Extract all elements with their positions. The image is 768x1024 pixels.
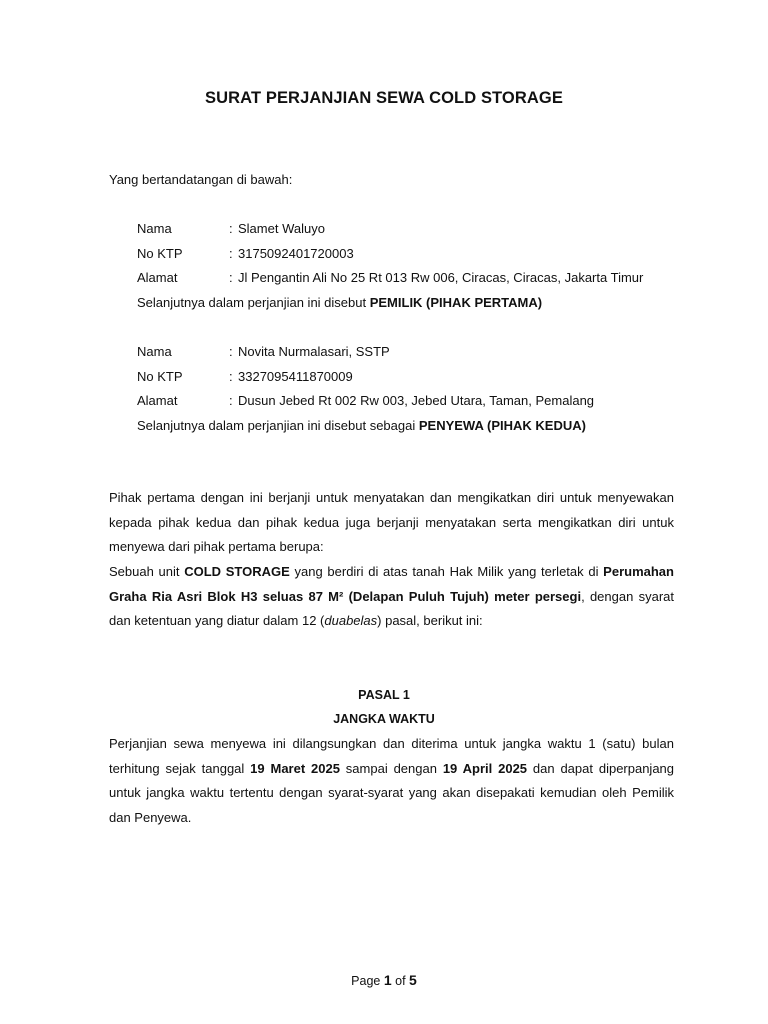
end-date: 19 April 2025 (442, 760, 528, 776)
note-role: PENYEWA (PIHAK KEDUA) (418, 417, 586, 433)
colon: : (229, 270, 233, 285)
address-label: Alamat (137, 270, 178, 285)
text-run: yang berdiri di atas tanah Hak Milik yang terletak di (289, 564, 604, 579)
text-run: ) pasal, berikut ini: (377, 613, 483, 628)
text-run: , dengan syarat dan ketentuan yang diatur dalam 12 ( (109, 588, 674, 628)
pasal-heading: PASAL 1 (358, 688, 410, 702)
document-title: SURAT PERJANJIAN SEWA COLD STORAGE (205, 89, 563, 107)
term-paragraph (109, 732, 674, 830)
address-label: Alamat (137, 393, 178, 408)
ktp-value: 3175092401720003 (238, 245, 354, 261)
article-count-words: duabelas (324, 613, 378, 628)
name-label: Nama (137, 221, 172, 236)
text-run: dan dapat diperpanjang untuk jangka waktu tertentu dengan syarat-syarat yang akan disepakati kemudian oleh Pemilik dan Penyewa. (109, 760, 675, 825)
object-name: COLD STORAGE (184, 564, 290, 579)
address-value: Dusun Jebed Rt 002 Rw 003, Jebed Utara, Taman, Pemalang (238, 393, 595, 408)
colon: : (229, 221, 233, 236)
name-label: Nama (137, 344, 172, 359)
page-word: Page (351, 974, 381, 988)
property-paragraph (109, 560, 674, 634)
note-prefix: Selanjutnya dalam perjanjian ini disebut (137, 294, 370, 310)
colon: : (229, 393, 233, 408)
agreement-paragraph: Pihak pertama dengan ini berjanji untuk menyatakan dan mengikatkan diri untuk menyewakan kepada pihak kedua dan pihak kedua juga berjanji menyatakan serta mengikatkan diri untuk menyewa dari pihak pertama berupa: (109, 490, 674, 554)
colon: : (229, 368, 233, 384)
text-run: sampai dengan (339, 760, 443, 776)
name-value: Novita Nurmalasari, SSTP (238, 344, 390, 359)
name-value: Slamet Waluyo (238, 221, 325, 236)
start-date: 19 Maret 2025 (250, 760, 340, 776)
note-role: PEMILIK (PIHAK PERTAMA) (369, 294, 543, 310)
of-word: of (395, 974, 406, 988)
total-page-count: 5 (409, 972, 417, 988)
ktp-label: No KTP (137, 245, 183, 261)
current-page-number: 1 (383, 972, 392, 988)
text-run: Perjanjian sewa menyewa ini dilangsungkan dan diterima untuk jangka waktu 1 (satu) bulan terhitung sejak tanggal (109, 736, 674, 776)
ktp-value: 3327095411870009 (238, 368, 353, 384)
pasal-subheading: JANGKA WAKTU (333, 712, 435, 726)
text-run: Sebuah unit (109, 564, 185, 579)
ktp-label: No KTP (137, 368, 183, 384)
property-location: Perumahan Graha Ria Asri Blok H3 seluas 87 M² (Delapan Puluh Tujuh) meter persegi (109, 564, 674, 604)
note-prefix: Selanjutnya dalam perjanjian ini disebut sebagai (137, 417, 419, 433)
intro-text: Yang bertandatangan di bawah: (109, 172, 293, 187)
second-party-note (137, 418, 586, 434)
colon: : (229, 344, 233, 359)
first-party-note (137, 295, 542, 311)
page-footer (0, 972, 768, 988)
address-value: Jl Pengantin Ali No 25 Rt 013 Rw 006, Ciracas, Ciracas, Jakarta Timur (238, 270, 644, 285)
colon: : (229, 245, 233, 261)
